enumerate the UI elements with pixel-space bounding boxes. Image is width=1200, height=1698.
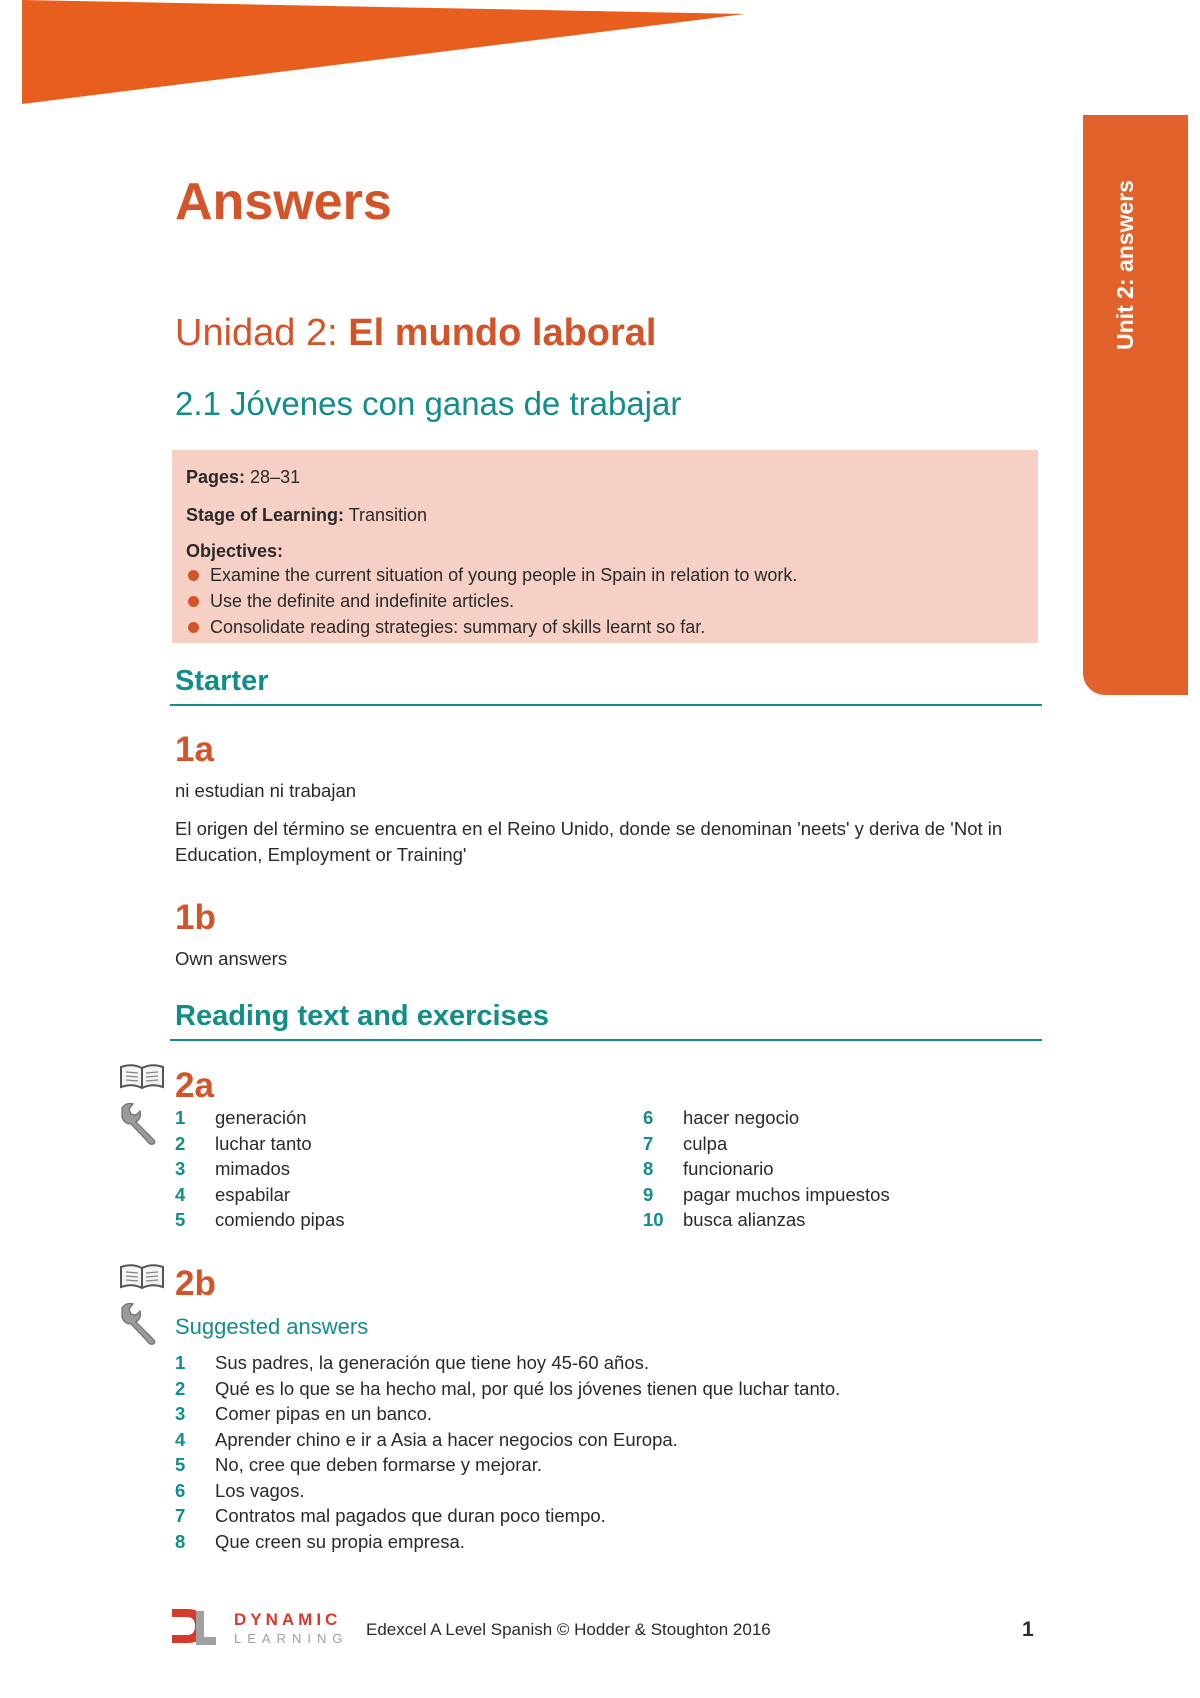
list-item: 6 hacer negocio (643, 1107, 800, 1128)
unit-title (175, 312, 656, 355)
stage-value: Transition (348, 505, 428, 525)
stage-label: Stage of Learning: (186, 505, 345, 525)
answer-1b: Own answers (175, 948, 288, 969)
wrench-icon (116, 1300, 162, 1346)
book-icon (118, 1062, 166, 1092)
wrench-icon (116, 1100, 162, 1146)
list-item: 1 generación (175, 1107, 307, 1128)
lesson-title: 2.1 Jóvenes con ganas de trabajar (175, 385, 682, 422)
list-item: 4 espabilar (175, 1183, 291, 1205)
answer-list-2a-right (643, 1105, 1043, 1233)
exercise-label-2a: 2a (175, 1066, 214, 1105)
pages-label: Pages: (186, 467, 246, 487)
section-heading-reading: Reading text and exercises (170, 1000, 1042, 1041)
list-item: 7 culpa (643, 1132, 728, 1154)
unit-prefix: Unidad 2: (175, 312, 349, 354)
objective-item: Use the definite and indefinite articles. (186, 588, 1024, 614)
section-heading-starter: Starter (170, 665, 1042, 706)
page-number: 1 (1022, 1618, 1034, 1641)
logo-text-bottom: LEARNING (234, 1631, 349, 1646)
list-item: 4 Aprender chino e ir a Asia a hacer negocios con Europa. (175, 1428, 678, 1450)
exercise-label-1b: 1b (175, 898, 216, 937)
list-item: 1 Sus padres, la generación que tiene hoy 45-60 años. (175, 1352, 650, 1373)
list-item: 3 mimados (175, 1158, 291, 1179)
objectives-label: Objectives: (186, 541, 284, 561)
list-item: 2 Qué es lo que se ha hecho mal, por qué los jóvenes tienen que luchar tanto. (175, 1377, 841, 1399)
suggested-answers-heading: Suggested answers (175, 1314, 369, 1339)
bullet-icon (188, 596, 199, 607)
list-item: 3 Comer pipas en un banco. (175, 1403, 432, 1424)
list-item: 8 Que creen su propia empresa. (175, 1530, 465, 1552)
stage-line (186, 502, 1024, 528)
list-item: 5 No, cree que deben formarse y mejorar. (175, 1454, 542, 1475)
list-item: 10 busca alianzas (643, 1209, 806, 1230)
answer-list-2b (175, 1350, 1035, 1554)
list-item: 5 comiendo pipas (175, 1209, 345, 1230)
dynamic-learning-logo (170, 1605, 355, 1649)
page-title: Answers (175, 173, 392, 231)
pages-line (186, 464, 1024, 490)
header-banner (0, 0, 1200, 120)
answer-1a-line2: El origen del término se encuentra en el Reino Unido, donde se denominan 'neets' y deriva de 'Not in Education, Employment or Training' (175, 818, 1003, 865)
answer-list-2a-left (175, 1105, 575, 1233)
bullet-icon (188, 622, 199, 633)
exercise-label-2b: 2b (175, 1264, 216, 1303)
list-item: 2 luchar tanto (175, 1132, 312, 1154)
exercise-label-1a: 1a (175, 730, 214, 769)
objective-item: Examine the current situation of young people in Spain in relation to work. (186, 562, 1024, 588)
list-item: 8 funcionario (643, 1158, 774, 1179)
unit-name: El mundo laboral (348, 312, 657, 354)
list-item: 9 pagar muchos impuestos (643, 1183, 890, 1205)
list-item: 6 Los vagos. (175, 1479, 305, 1501)
objective-item: Consolidate reading strategies: summary of skills learnt so far. (186, 614, 1024, 640)
book-icon (118, 1262, 166, 1292)
pages-value: 28–31 (250, 467, 301, 487)
answer-1a-line1: ni estudian ni trabajan (175, 780, 357, 801)
footer-copyright: Edexcel A Level Spanish © Hodder & Stoughton 2016 (366, 1620, 771, 1639)
bullet-icon (188, 570, 199, 581)
info-box (172, 450, 1038, 643)
side-tab-label: Unit 2: answers (1112, 180, 1138, 350)
logo-text-top: DYNAMIC (234, 1610, 342, 1629)
list-item: 7 Contratos mal pagados que duran poco tiempo. (175, 1505, 606, 1526)
